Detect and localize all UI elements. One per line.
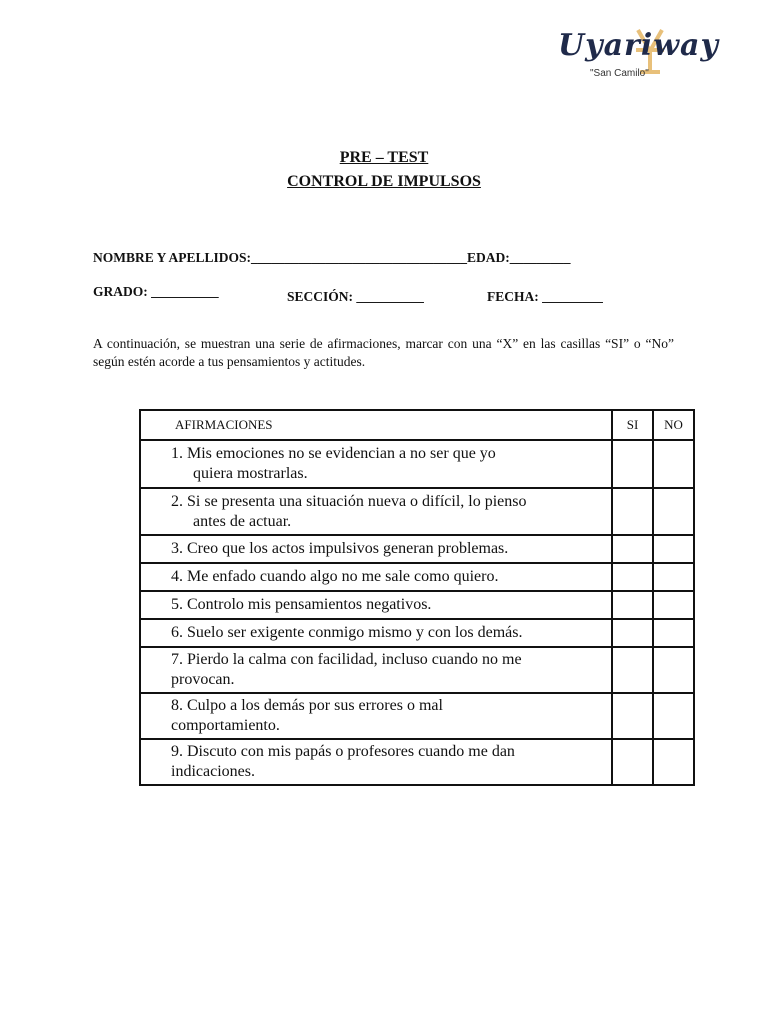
statement-cell xyxy=(140,647,612,693)
si-checkbox[interactable] xyxy=(612,563,653,591)
si-checkbox[interactable] xyxy=(612,440,653,488)
statement-text-cont: quiera mostrarlas. xyxy=(193,465,308,482)
table-row xyxy=(140,739,694,785)
statement-text: 7. Pierdo la calma con facilidad, incluso cuando no me xyxy=(171,651,522,668)
statement-cell xyxy=(140,488,612,535)
statement-text-cont: indicaciones. xyxy=(171,763,255,780)
logo-wordmark: Uyariway xyxy=(558,28,719,63)
instructions-text: A continuación, se muestran una serie de afirmaciones, marcar con una “X” en las casillas “SI” o “No” según estén acorde a tus pensamientos y actitudes. xyxy=(93,336,674,369)
section-field[interactable]: SECCIÓN: __________ xyxy=(287,289,424,304)
table-row xyxy=(140,693,694,739)
statement-cell xyxy=(140,440,612,488)
table-row xyxy=(140,488,694,535)
no-checkbox[interactable] xyxy=(653,535,694,563)
table-row xyxy=(140,563,694,591)
statement-text: 2. Si se presenta una situación nueva o difícil, lo pienso xyxy=(171,492,527,510)
no-checkbox[interactable] xyxy=(653,563,694,591)
table-row xyxy=(140,619,694,647)
statement-cell: 5. Controlo mis pensamientos negativos. xyxy=(140,591,612,619)
si-checkbox[interactable] xyxy=(612,619,653,647)
statement-text: 9. Discuto con mis papás o profesores cuando me dan xyxy=(171,743,515,760)
statement-text-cont: comportamiento. xyxy=(171,717,280,734)
si-checkbox[interactable] xyxy=(612,535,653,563)
page-subtitle: CONTROL DE IMPULSOS xyxy=(287,173,481,190)
date-field[interactable]: FECHA: _________ xyxy=(487,289,603,304)
statement-text-cont: antes de actuar. xyxy=(193,512,292,530)
table-row xyxy=(140,591,694,619)
no-checkbox[interactable] xyxy=(653,619,694,647)
statement-cell: 4. Me enfado cuando algo no me sale como quiero. xyxy=(140,563,612,591)
statement-text: 1. Mis emociones no se evidencian a no ser que yo xyxy=(171,445,496,462)
header-si: SI xyxy=(612,410,653,440)
header-no: NO xyxy=(653,410,694,440)
school-logo xyxy=(535,26,720,86)
si-checkbox[interactable] xyxy=(612,591,653,619)
no-checkbox[interactable] xyxy=(653,488,694,535)
statement-text: 8. Culpo a los demás por sus errores o mal xyxy=(171,697,443,714)
si-checkbox[interactable] xyxy=(612,693,653,739)
statement-cell: 6. Suelo ser exigente conmigo mismo y con los demás. xyxy=(140,619,612,647)
grade-field[interactable]: GRADO: __________ xyxy=(93,284,219,299)
no-checkbox[interactable] xyxy=(653,591,694,619)
si-checkbox[interactable] xyxy=(612,647,653,693)
table-row xyxy=(140,440,694,488)
statement-cell xyxy=(140,739,612,785)
header-afirmaciones: AFIRMACIONES xyxy=(140,410,612,440)
si-checkbox[interactable] xyxy=(612,739,653,785)
statement-cell xyxy=(140,693,612,739)
si-checkbox[interactable] xyxy=(612,488,653,535)
no-checkbox[interactable] xyxy=(653,440,694,488)
table-header-row xyxy=(140,410,694,440)
table-row xyxy=(140,535,694,563)
name-age-field[interactable]: NOMBRE Y APELLIDOS:________________________________EDAD:_________ xyxy=(93,250,571,265)
no-checkbox[interactable] xyxy=(653,647,694,693)
no-checkbox[interactable] xyxy=(653,739,694,785)
statement-cell: 3. Creo que los actos impulsivos generan problemas. xyxy=(140,535,612,563)
questionnaire-table xyxy=(139,409,695,786)
table-row xyxy=(140,647,694,693)
logo-subtitle: "San Camilo" xyxy=(590,68,649,79)
page-title: PRE – TEST xyxy=(339,149,429,166)
no-checkbox[interactable] xyxy=(653,693,694,739)
statement-text-cont: provocan. xyxy=(171,671,235,688)
